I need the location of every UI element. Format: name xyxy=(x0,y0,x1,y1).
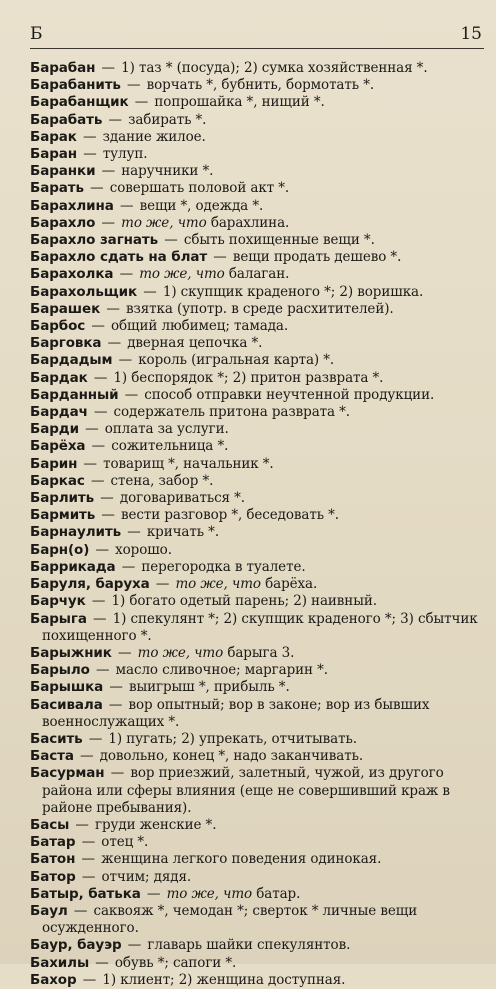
dictionary-entry xyxy=(30,370,480,387)
dictionary-entry xyxy=(30,576,480,593)
entry-crossref: то же, что xyxy=(166,885,253,902)
entry-headword: Баур, бауэр xyxy=(30,937,122,954)
entry-dash: — xyxy=(79,146,101,163)
entry-headword: Баррикада xyxy=(30,558,116,575)
entry-definition: договариваться *. xyxy=(119,490,245,507)
entry-headword: Барабан xyxy=(30,60,96,76)
entry-definition: 1) богато одетый парень; 2) наивный. xyxy=(111,593,377,610)
dictionary-entry xyxy=(30,748,480,765)
entry-headword: Барбос xyxy=(30,318,86,335)
dictionary-entry xyxy=(30,559,480,576)
entry-dash: — xyxy=(151,576,174,593)
entry-dash: — xyxy=(123,937,146,954)
entry-dash: — xyxy=(103,335,126,352)
entry-dash: — xyxy=(75,748,98,765)
entry-crossref: то же, что xyxy=(175,576,261,593)
entry-headword: Барин xyxy=(30,455,78,472)
dictionary-entry xyxy=(30,352,480,369)
dictionary-entry xyxy=(30,937,480,954)
entry-headword: Бахилы xyxy=(30,954,90,971)
entry-headword: Бардадым xyxy=(30,352,113,369)
entry-dash: — xyxy=(117,558,140,575)
entry-headword: Бардак xyxy=(30,369,88,386)
entry-headword: Барак xyxy=(30,128,77,145)
dictionary-entry xyxy=(30,249,480,266)
dictionary-entry xyxy=(30,421,480,438)
entry-dash: — xyxy=(71,816,94,833)
entry-dash: — xyxy=(120,386,143,403)
dictionary-entry xyxy=(30,817,480,834)
entry-headword: Барыжник xyxy=(30,644,112,661)
entry-dash: — xyxy=(86,472,109,489)
entry-headword: Баруля, баруха xyxy=(30,576,150,593)
entry-dash: — xyxy=(77,851,100,868)
entry-definition: попрошайка *, нищий *. xyxy=(154,94,325,111)
entry-definition: сожительница *. xyxy=(111,438,229,455)
entry-definition: вещи продать дешево *. xyxy=(232,249,402,266)
dictionary-entry xyxy=(30,60,480,77)
entry-definition: стена, забор *. xyxy=(110,472,214,489)
entry-definition: общий любимец; тамада. xyxy=(110,318,289,335)
entry-definition: барахлина. xyxy=(210,214,290,231)
entry-definition: товарищ *, начальник *. xyxy=(103,455,274,472)
entry-definition: 1) таз * (посуда); 2) сумка хозяйственная *. xyxy=(121,60,428,76)
entry-dash: — xyxy=(89,404,112,421)
entry-dash: — xyxy=(209,249,231,266)
entry-definition: главарь шайки спекулянтов. xyxy=(147,937,351,954)
entry-definition: вести разговор *, беседовать *. xyxy=(121,507,339,524)
entry-dash: — xyxy=(130,94,153,111)
dictionary-entry xyxy=(30,266,480,283)
entry-list xyxy=(30,60,480,989)
entry-definition: способ отправки неучтенной продукции. xyxy=(144,386,435,403)
entry-dash: — xyxy=(113,644,136,661)
entry-headword: Барданный xyxy=(30,386,119,403)
entry-headword: Барговка xyxy=(30,335,102,352)
dictionary-entry xyxy=(30,490,480,507)
entry-definition: наручники *. xyxy=(121,163,214,180)
dictionary-entry xyxy=(30,593,480,610)
entry-dash: — xyxy=(77,868,100,885)
entry-definition: сбыть похищенные вещи *. xyxy=(183,232,375,249)
entry-definition: балаган. xyxy=(228,266,290,283)
entry-definition: вор приезжий, залетный, чужой, из другого района или сферы влияния (еще не совершивший краж в районе пребывания). xyxy=(42,765,450,816)
entry-definition: 1) спекулянт *; 2) скупщик краденого *; 3) сбытчик похищенного *. xyxy=(42,610,478,644)
entry-definition: барёха. xyxy=(265,576,318,593)
dictionary-entry xyxy=(30,972,480,989)
entry-definition: перегородка в туалете. xyxy=(141,558,306,575)
dictionary-entry xyxy=(30,112,480,129)
dictionary-entry xyxy=(30,301,480,318)
entry-definition: отчим; дядя. xyxy=(101,868,192,885)
entry-dash: — xyxy=(79,455,102,472)
dictionary-entry xyxy=(30,129,480,146)
entry-definition: довольно, конец *, надо заканчивать. xyxy=(99,748,364,765)
entry-definition: вор опытный; вор в законе; вор из бывших военнослужащих *. xyxy=(42,696,430,730)
entry-definition: батар. xyxy=(256,885,301,902)
dictionary-entry xyxy=(30,645,480,662)
entry-definition: король (игральная карта) *. xyxy=(138,352,335,369)
entry-headword: Баста xyxy=(30,748,74,765)
entry-definition: 1) скупщик краденого *; 2) воришка. xyxy=(162,283,424,300)
entry-headword: Барыга xyxy=(30,610,87,627)
dictionary-entry xyxy=(30,456,480,473)
dictionary-entry xyxy=(30,955,480,972)
entry-dash: — xyxy=(97,163,120,180)
dictionary-entry xyxy=(30,77,480,94)
entry-definition: обувь *; сапоги *. xyxy=(114,954,237,971)
dictionary-entry xyxy=(30,335,480,352)
dictionary-entry xyxy=(30,284,480,301)
entry-headword: Барди xyxy=(30,421,79,438)
dictionary-entry xyxy=(30,404,480,421)
entry-headword: Барать xyxy=(30,180,84,197)
entry-crossref: то же, что xyxy=(137,644,224,661)
entry-headword: Барахольщик xyxy=(30,283,138,300)
entry-definition: масло сливочное; маргарин *. xyxy=(115,662,328,679)
entry-dash: — xyxy=(87,438,110,455)
entry-headword: Бардач xyxy=(30,404,88,421)
dictionary-entry xyxy=(30,851,480,868)
dictionary-entry xyxy=(30,834,480,851)
dictionary-entry xyxy=(30,611,480,645)
entry-definition: кричать *. xyxy=(146,524,220,541)
page-header xyxy=(30,24,482,46)
entry-headword: Барлить xyxy=(30,490,95,507)
entry-dash: — xyxy=(88,610,111,627)
dictionary-entry xyxy=(30,765,480,817)
entry-headword: Барашек xyxy=(30,300,101,317)
entry-headword: Барабать xyxy=(30,111,103,128)
dictionary-entry xyxy=(30,318,480,335)
entry-headword: Батар xyxy=(30,834,76,851)
entry-dash: — xyxy=(89,369,112,386)
dictionary-entry xyxy=(30,146,480,163)
entry-headword: Барнаулить xyxy=(30,524,122,541)
dictionary-entry xyxy=(30,903,480,937)
entry-headword: Баранки xyxy=(30,163,96,180)
entry-definition: содержатель притона разврата *. xyxy=(113,404,350,421)
dictionary-entry xyxy=(30,869,480,886)
entry-definition: совершать половой акт *. xyxy=(109,180,290,197)
entry-headword: Барахлина xyxy=(30,197,114,214)
entry-headword: Барахло сдать на блат xyxy=(30,249,208,266)
entry-dash: — xyxy=(104,696,127,713)
entry-dash: — xyxy=(77,834,100,851)
dictionary-entry xyxy=(30,180,480,197)
section-letter: Б xyxy=(30,24,43,44)
dictionary-entry xyxy=(30,438,480,455)
entry-dash: — xyxy=(115,197,138,214)
entry-definition: забирать *. xyxy=(128,111,207,128)
entry-headword: Барабанщик xyxy=(30,94,129,111)
entry-headword: Барыло xyxy=(30,662,90,679)
entry-headword: Баркас xyxy=(30,472,85,489)
entry-dash: — xyxy=(160,232,182,249)
entry-definition: дверная цепочка *. xyxy=(127,335,263,352)
entry-dash: — xyxy=(122,77,145,94)
dictionary-entry xyxy=(30,662,480,679)
entry-headword: Барахолка xyxy=(30,266,114,283)
entry-dash: — xyxy=(91,662,114,679)
entry-dash: — xyxy=(105,679,127,696)
entry-dash: — xyxy=(91,954,113,971)
entry-dash: — xyxy=(80,421,103,438)
entry-definition: хорошо. xyxy=(115,541,172,558)
entry-dash: — xyxy=(106,765,129,782)
dictionary-entry xyxy=(30,387,480,404)
entry-definition: здание жилое. xyxy=(102,128,206,145)
entry-definition: 1) беспорядок *; 2) притон разврата *. xyxy=(113,369,384,386)
entry-definition: ворчать *, бубнить, бормотать *. xyxy=(146,77,375,94)
entry-dash: — xyxy=(115,266,138,283)
entry-definition: 1) пугать; 2) упрекать, отчитывать. xyxy=(108,730,357,747)
entry-definition: выигрыш *, прибыль *. xyxy=(128,679,290,696)
entry-definition: взятка (употр. в среде расхитителей). xyxy=(125,300,394,317)
entry-dash: — xyxy=(96,490,118,507)
entry-headword: Баул xyxy=(30,902,68,919)
dictionary-entry xyxy=(30,215,480,232)
dictionary-entry xyxy=(30,473,480,490)
dictionary-entry xyxy=(30,198,480,215)
entry-definition: барыга 3. xyxy=(227,644,295,661)
entry-definition: груди женские *. xyxy=(95,816,217,833)
entry-crossref: то же, что xyxy=(139,266,225,283)
entry-dash: — xyxy=(102,300,124,317)
entry-dash: — xyxy=(114,352,137,369)
entry-dash: — xyxy=(123,524,145,541)
entry-definition: женщина легкого поведения одинокая. xyxy=(101,851,382,868)
dictionary-entry xyxy=(30,94,480,111)
entry-headword: Басы xyxy=(30,816,70,833)
entry-headword: Барабанить xyxy=(30,77,121,94)
dictionary-entry xyxy=(30,232,480,249)
page-number: 15 xyxy=(460,24,482,44)
entry-dash: — xyxy=(87,593,110,610)
entry-dash: — xyxy=(104,111,127,128)
entry-headword: Батыр, батька xyxy=(30,885,141,902)
entry-headword: Батор xyxy=(30,868,76,885)
entry-dash: — xyxy=(85,180,108,197)
entry-dash: — xyxy=(69,902,92,919)
entry-dash: — xyxy=(97,507,120,524)
entry-headword: Барёха xyxy=(30,438,86,455)
entry-dash: — xyxy=(84,730,107,747)
entry-definition: 1) клиент; 2) женщина доступная. xyxy=(102,971,346,988)
entry-headword: Бармить xyxy=(30,507,96,524)
entry-definition: тулуп. xyxy=(102,146,148,163)
entry-dash: — xyxy=(97,60,120,76)
entry-definition: оплата за услуги. xyxy=(104,421,229,438)
entry-headword: Барахло загнать xyxy=(30,232,159,249)
dictionary-entry xyxy=(30,542,480,559)
entry-dash: — xyxy=(78,971,101,988)
entry-headword: Барн(о) xyxy=(30,541,90,558)
dictionary-entry xyxy=(30,731,480,748)
entry-headword: Басить xyxy=(30,730,83,747)
entry-dash: — xyxy=(78,128,101,145)
entry-definition: вещи *, одежда *. xyxy=(139,197,264,214)
header-rule xyxy=(30,48,484,49)
entry-headword: Батон xyxy=(30,851,76,868)
entry-crossref: то же, что xyxy=(121,214,207,231)
entry-headword: Бахор xyxy=(30,971,77,988)
entry-headword: Басурман xyxy=(30,765,105,782)
dictionary-entry xyxy=(30,524,480,541)
entry-dash: — xyxy=(139,283,161,300)
entry-headword: Барчук xyxy=(30,593,86,610)
entry-dash: — xyxy=(91,541,114,558)
entry-headword: Баран xyxy=(30,146,78,163)
entry-headword: Барышка xyxy=(30,679,104,696)
entry-dash: — xyxy=(87,318,109,335)
entry-dash: — xyxy=(97,214,120,231)
entry-headword: Басивала xyxy=(30,696,103,713)
entry-definition: отец *. xyxy=(101,834,149,851)
dictionary-entry xyxy=(30,163,480,180)
entry-dash: — xyxy=(142,885,165,902)
entry-headword: Барахло xyxy=(30,214,96,231)
dictionary-entry xyxy=(30,679,480,696)
dictionary-entry xyxy=(30,886,480,903)
dictionary-entry xyxy=(30,507,480,524)
dictionary-entry xyxy=(30,697,480,731)
entry-definition: саквояж *, чемодан *; сверток * личные вещи осужденного. xyxy=(42,902,418,937)
